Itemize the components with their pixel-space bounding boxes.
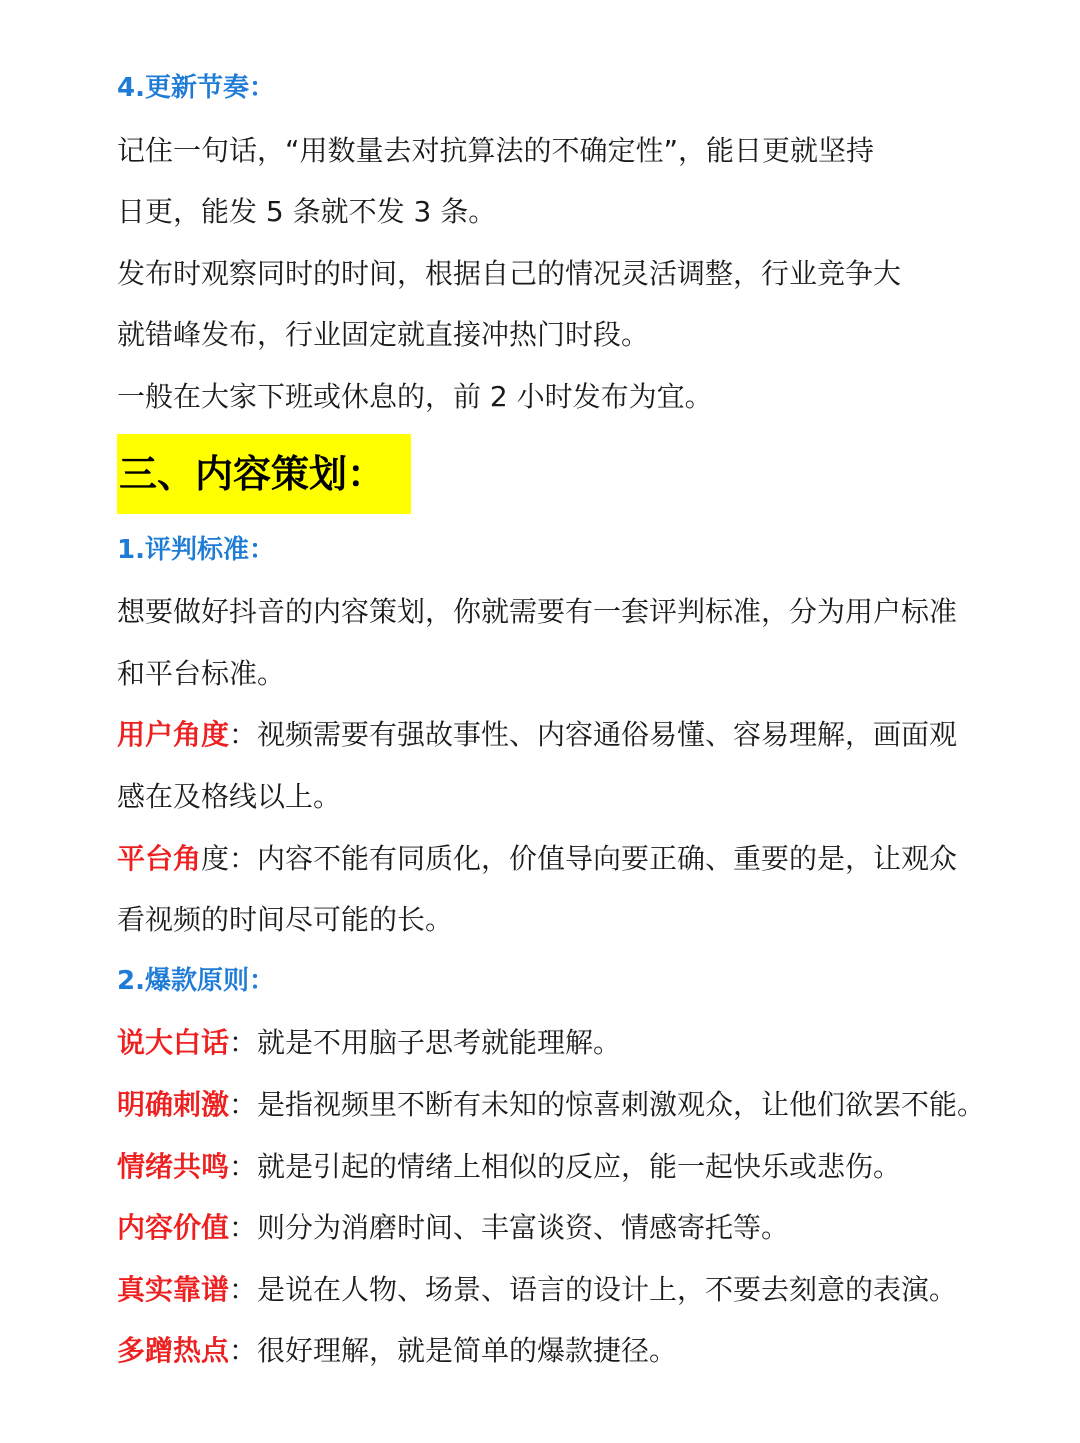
user-angle-line [117, 704, 958, 766]
principle-item [117, 1259, 958, 1321]
principle-item [117, 1320, 947, 1382]
user-angle-label: 用户角度 [117, 718, 230, 752]
paragraph-line: 感在及格线以上。 [117, 779, 342, 813]
principle-label: 说大白话 [117, 1026, 230, 1060]
principle-text: ：是说在人物、场景、语言的设计上，不要去刻意的表演。 [229, 1272, 958, 1306]
principle-item [117, 1012, 947, 1074]
principle-text: ：就是引起的情绪上相似的反应，能一起快乐或悲伤。 [229, 1149, 902, 1183]
principle-text: ：是指视频里不断有未知的惊喜刺激观众，让他们欲罢不能。 [229, 1087, 986, 1121]
principle-label: 情绪共鸣 [117, 1149, 230, 1183]
paragraph-line: 想要做好抖音的内容策划，你就需要有一套评判标准，分为用户标准 [117, 595, 958, 629]
user-angle-text: ：视频需要有强故事性、内容通俗易懂、容易理解，画面观 [229, 718, 958, 752]
principle-label: 内容价值 [117, 1211, 230, 1245]
section-heading-criteria: 1.评判标准： [117, 534, 275, 565]
paragraph-line: 看视频的时间尽可能的长。 [117, 903, 454, 937]
chapter-heading-content-planning: 三、内容策划： [117, 434, 411, 514]
paragraph-line: 和平台标准。 [117, 656, 286, 690]
platform-angle-label: 平台角 [117, 841, 202, 875]
principle-item [117, 1074, 986, 1136]
principle-label: 真实靠谱 [117, 1272, 230, 1306]
paragraph-line: 一般在大家下班或休息的，前 2 小时发布为宜。 [117, 379, 713, 413]
principle-text: ：则分为消磨时间、丰富谈资、情感寄托等。 [229, 1211, 790, 1245]
chapter-heading-wrapper [117, 428, 947, 520]
principle-text: ：很好理解，就是简单的爆款捷径。 [229, 1334, 678, 1368]
principle-item [117, 1136, 947, 1198]
platform-angle-label-rest: 度 [201, 841, 230, 875]
paragraph-line: 发布时观察同时的时间，根据自己的情况灵活调整，行业竞争大 [117, 256, 902, 290]
article-body [117, 58, 986, 1382]
paragraph-line: 日更，能发 5 条就不发 3 条。 [117, 195, 497, 229]
principle-text: ：就是不用脑子思考就能理解。 [229, 1026, 622, 1060]
platform-angle-text: ：内容不能有同质化，价值导向要正确、重要的是，让观众 [229, 841, 958, 875]
section-heading-update-rhythm: 4.更新节奏： [117, 73, 275, 103]
principle-label: 多蹭热点 [117, 1334, 230, 1368]
principle-item [117, 1197, 947, 1259]
principle-label: 明确刺激 [117, 1087, 230, 1121]
paragraph-line: 就错峰发布，行业固定就直接冲热门时段。 [117, 318, 650, 352]
paragraph-line: 记住一句话，“用数量去对抗算法的不确定性”，能日更就坚持 [117, 133, 875, 167]
platform-angle-line [117, 828, 958, 890]
section-heading-viral-principles: 2.爆款原则： [117, 965, 275, 996]
